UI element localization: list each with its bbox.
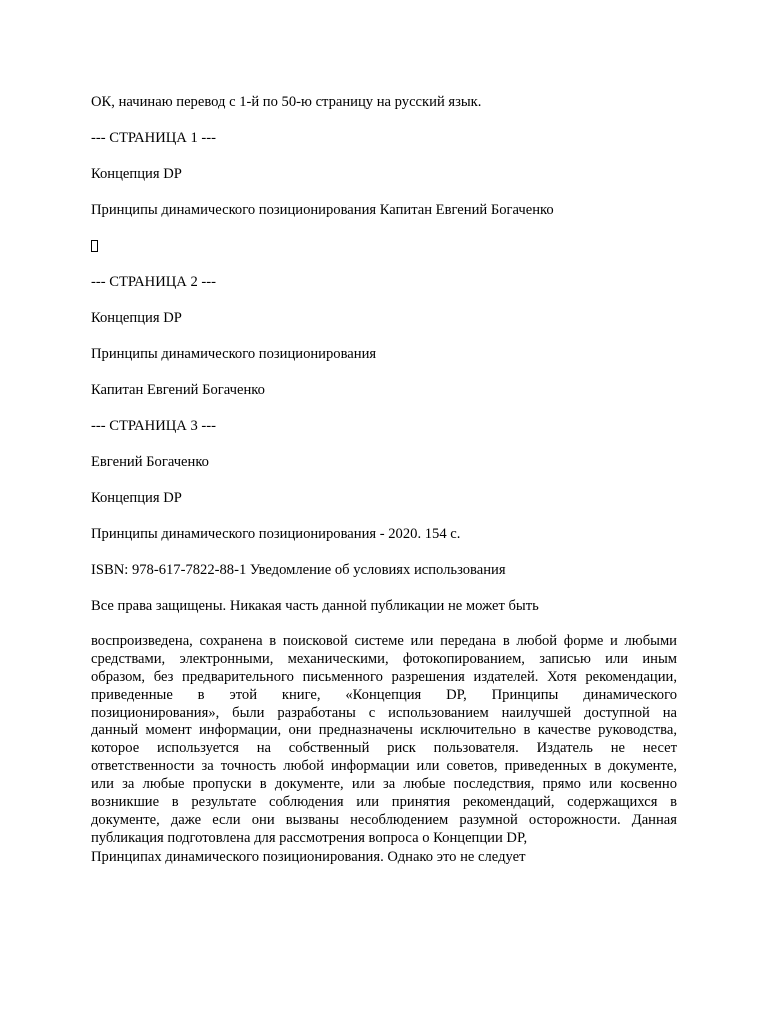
page-3-rights: Все права защищены. Никакая часть данной публикации не может быть xyxy=(91,598,539,614)
missing-glyph-icon xyxy=(91,240,98,252)
page-3-body-paragraph xyxy=(91,633,677,848)
page-1-subtitle: Принципы динамического позиционирования Капитан Евгений Богаченко xyxy=(91,202,554,218)
page-3-author: Евгений Богаченко xyxy=(91,454,209,470)
body-line: позиционирования», были разработаны с использованием наилучшей доступной на xyxy=(91,704,677,721)
page-2-title: Концепция DP xyxy=(91,310,182,326)
page-1-title: Концепция DP xyxy=(91,166,182,182)
intro-text: ОК, начинаю перевод с 1-й по 50-ю страницу на русский язык. xyxy=(91,94,482,110)
body-line: которое используется на собственный риск пользователя. Издатель не несет xyxy=(91,740,677,757)
page-2-author: Капитан Евгений Богаченко xyxy=(91,382,265,398)
body-line: или за любые пропуски в документе, или за любые последствия, прямо или косвенно xyxy=(91,776,677,793)
body-line: возникшие в результате соблюдения или принятия рекомендаций, содержащихся в xyxy=(91,794,677,811)
page-2-subtitle: Принципы динамического позиционирования xyxy=(91,346,377,362)
page-3-isbn: ISBN: 978-617-7822-88-1 Уведомление об условиях использования xyxy=(91,562,506,578)
body-line: данный момент информации, они предназначены исключительно в качестве руководства, xyxy=(91,722,677,739)
body-line: документе, даже если они вызваны несоблюдением разумной осторожности. Данная xyxy=(91,811,677,828)
body-line: воспроизведена, сохранена в поисковой системе или передана в любой форме и любыми xyxy=(91,633,677,649)
body-line: публикация подготовлена для рассмотрения вопроса о Концепции DP, xyxy=(91,829,528,846)
page-1-marker: --- СТРАНИЦА 1 --- xyxy=(91,130,216,146)
page-3-closing: Принципах динамического позиционирования. Однако это не следует xyxy=(91,848,526,865)
body-line: образом, без предварительного письменного разрешения издателей. Хотя рекомендации, xyxy=(91,668,677,685)
body-line: средствами, электронными, механическими, фотокопированием, записью или иным xyxy=(91,650,677,667)
document-page xyxy=(91,93,677,866)
page-3-title: Концепция DP xyxy=(91,490,182,506)
missing-glyph-line xyxy=(91,237,677,255)
body-line: ответственности за точность любой информации или советов, приведенных в документе, xyxy=(91,758,677,775)
page-2-marker: --- СТРАНИЦА 2 --- xyxy=(91,274,216,290)
page-3-marker: --- СТРАНИЦА 3 --- xyxy=(91,418,216,434)
page-3-subtitle: Принципы динамического позиционирования - 2020. 154 с. xyxy=(91,526,461,542)
body-line: приведенные в этой книге, «Концепция DP, Принципы динамического xyxy=(91,686,677,703)
